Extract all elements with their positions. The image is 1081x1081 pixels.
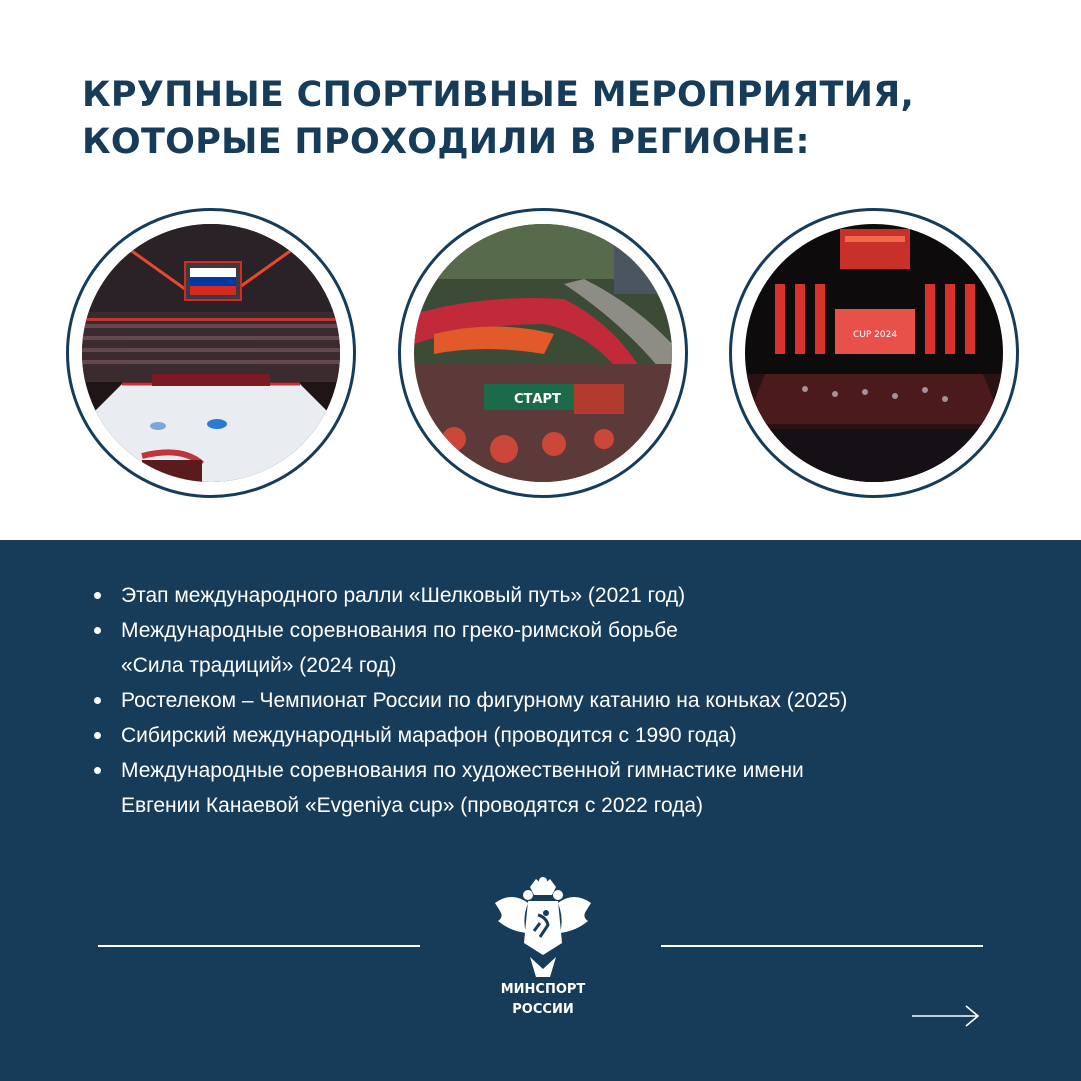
event-text: Международные соревнования по художественной гимнастике имени	[121, 759, 804, 782]
list-item	[92, 753, 847, 823]
divider-right	[661, 945, 983, 947]
page-title-line-1: КРУПНЫЕ СПОРТИВНЫЕ МЕРОПРИЯТИЯ,	[82, 75, 915, 115]
arrow-right-icon[interactable]	[910, 1004, 982, 1028]
page-title-line-2: КОТОРЫЕ ПРОХОДИЛИ В РЕГИОНЕ:	[82, 122, 810, 162]
stage-screen-text: CUP 2024	[853, 330, 898, 340]
event-text: «Сила традиций» (2024 год)	[121, 654, 397, 677]
photo-marathon	[414, 224, 672, 482]
page-title	[82, 72, 914, 166]
marathon-illustration	[414, 224, 672, 482]
list-item	[92, 718, 847, 753]
photo-marathon-frame	[398, 208, 688, 498]
list-item	[92, 613, 847, 683]
hockey-arena-illustration	[82, 224, 340, 482]
logo-line-2: РОССИИ	[512, 1002, 574, 1017]
event-text: Ростелеком – Чемпионат России по фигурному катанию на коньках (2025)	[121, 689, 848, 712]
event-text: Евгении Канаевой «Evgeniya cup» (проводятся с 2022 года)	[121, 794, 704, 817]
photo-hockey-arena-frame	[66, 208, 356, 498]
list-item	[92, 683, 847, 718]
list-item	[92, 578, 847, 613]
minsport-logo-text	[482, 980, 604, 1020]
event-text: Международные соревнования по греко-римской борьбе	[121, 619, 678, 642]
event-text: Этап международного ралли «Шелковый путь» (2021 год)	[121, 584, 686, 607]
event-text: Сибирский международный марафон (проводится с 1990 года)	[121, 724, 737, 747]
start-banner-text: СТАРТ	[514, 392, 561, 407]
photo-gymnastics-cup-frame	[729, 208, 1019, 498]
gymnastics-stage-illustration	[745, 224, 1003, 482]
events-panel	[0, 540, 1081, 1081]
photo-gymnastics-cup	[745, 224, 1003, 482]
double-headed-eagle-icon	[490, 873, 596, 981]
divider-left	[98, 945, 420, 947]
logo-line-1: МИНСПОРТ	[500, 982, 586, 997]
photo-hockey-arena	[82, 224, 340, 482]
events-list	[92, 578, 847, 823]
